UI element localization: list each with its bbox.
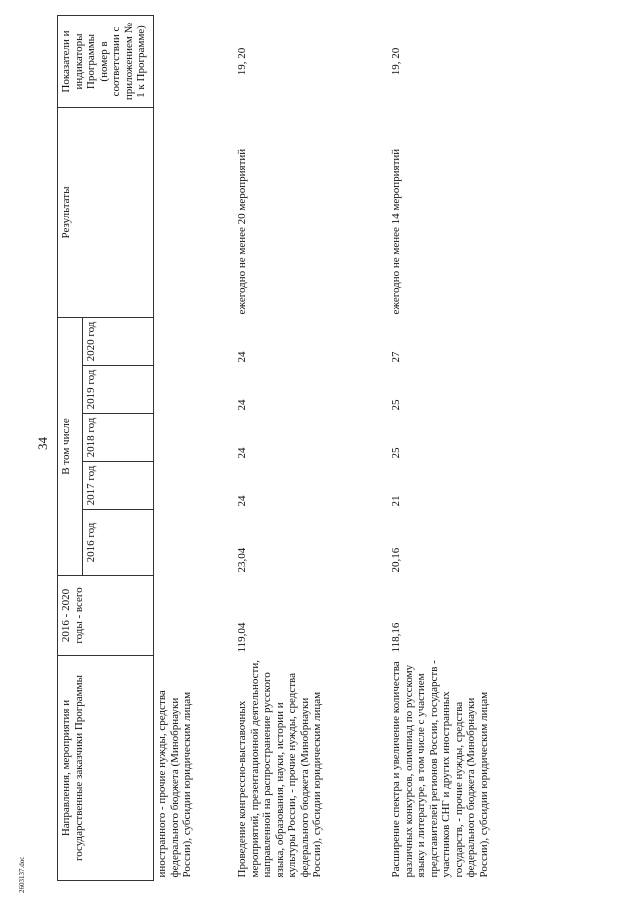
header-year-2018: 2018 год (83, 414, 154, 462)
row-2017 (154, 462, 235, 510)
row-direction: иностранного - прочие нужды, средства федерального бюджета (Минобрнауки России), субсидии юридическим лицам (156, 690, 193, 878)
row-total: 118,16 (390, 622, 402, 653)
table-row (234, 16, 388, 881)
header-total: 2016 - 2020 годы - всего (58, 576, 154, 656)
page-number: 34 (35, 437, 50, 450)
row-direction: Расширение спектра и увеличение количества различных конкурсов, олимпиад по русскому языку и литературе, в том числе с участием представителей регионов России, государств - участников СНГ и других иностранных государств, - прочие нужды, средства федерального бюджета (Минобрнауки России), субсидии юридическим лицам (390, 660, 490, 878)
footer-doc-id: 2603137.doc (18, 856, 26, 893)
program-table (57, 15, 570, 881)
table-row (388, 16, 570, 881)
row-2018 (154, 414, 235, 462)
row-2017: 21 (390, 495, 402, 507)
header-year-2016: 2016 год (83, 510, 154, 576)
header-year-2020: 2020 год (83, 318, 154, 366)
header-direction: Направления, мероприятия и государственные заказчики Программы (58, 656, 154, 881)
header-indicators: Показатели и индикаторы Программы (номер в соответствии с приложением № 1 к Программе) (58, 16, 154, 108)
row-2019 (154, 366, 235, 414)
row-total (154, 576, 235, 656)
header-including: В том числе (58, 318, 83, 576)
row-results (154, 108, 235, 318)
table-row (154, 16, 235, 881)
row-direction: Проведение конгрессно-выставочных мероприятий, презентационной деятельности, направленной на распространение русского языка, образования, науки, истории и культуры России, - прочие нужды, средства федерального бюджета (Минобрнауки России), субсидии юридическим лицам (236, 659, 323, 878)
rotated-table-container (57, 16, 607, 881)
row-2016 (154, 510, 235, 576)
row-indicators: 19, 20 (390, 47, 402, 76)
row-2019: 25 (390, 399, 402, 411)
row-2016: 23,04 (236, 547, 248, 573)
row-indicators: 19, 20 (236, 47, 248, 76)
row-2017: 24 (236, 495, 248, 507)
header-row-1 (58, 16, 83, 881)
header-year-2019: 2019 год (83, 366, 154, 414)
header-year-2017: 2017 год (83, 462, 154, 510)
row-2019: 24 (236, 399, 248, 411)
row-results: ежегодно не менее 14 мероприятий (390, 148, 402, 315)
row-2018: 24 (236, 447, 248, 459)
row-results: ежегодно не менее 20 мероприятий (236, 148, 248, 315)
row-2020 (154, 318, 235, 366)
row-2018: 25 (390, 447, 402, 459)
row-indicators (154, 16, 235, 108)
row-2016: 20,16 (390, 547, 402, 573)
row-total: 119,04 (236, 622, 248, 653)
header-results: Результаты (58, 108, 154, 318)
row-2020: 27 (390, 351, 402, 363)
row-2020: 24 (236, 351, 248, 363)
